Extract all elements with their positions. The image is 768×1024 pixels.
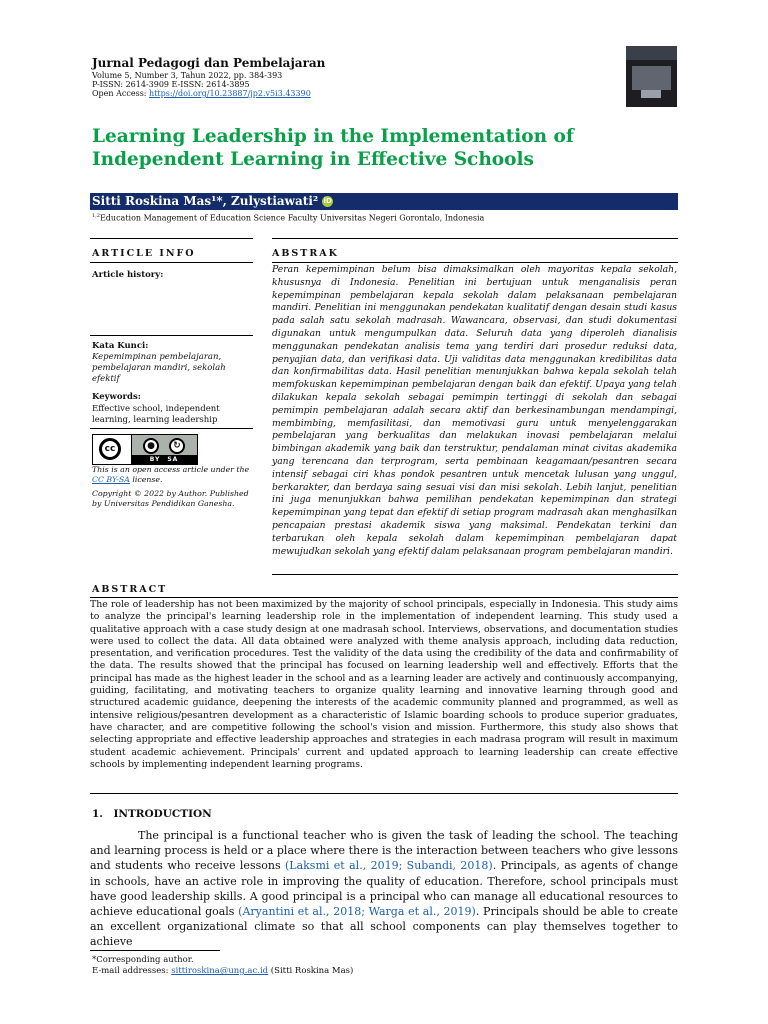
divider [90, 238, 253, 239]
keywords-label: Keywords: [92, 392, 141, 402]
share-alike-icon: ↻ [169, 438, 185, 454]
citation-link[interactable]: (Laksmi et al., 2019; Subandi, 2018) [284, 859, 493, 873]
license-link[interactable]: CC BY-SA [92, 475, 130, 484]
divider [90, 597, 678, 598]
abstrak-text: Peran kepemimpinan belum bisa dimaksimalkan oleh mayoritas kepala sekolah, khususnya di Indonesia. Penelitian ini bertujuan untuk menganalisis peran kepemimpinan pembelajaran kepala sekolah dalam pelaksanaan pembelajaran mandiri. Penelitian ini menggunakan pendekatan kualitatif dengan desain studi kasus pada salah satu sekolah madrasah. Wawancara, observasi, dan studi dokumentasi digunakan untuk mengumpulkan data. Seluruh data yang diperoleh dianalisis menggunakan pendekatan analisis tema yang terdiri dari prosedur reduksi data, penyajian data, dan verifikasi data. Uji validitas data menggunakan kredibilitas data dan konfirmabilitas data. Hasil penelitian menunjukkan bahwa kepala sekolah telah memfokuskan kepemimpinan pembelajaran dengan baik dan efektif. Upaya yang telah dilakukan kepala sekolah sebagai pemimpin tertinggi di sekolah dan sebagai pemimpin pembelajaran adalah secara aktif dan berkesinambungan mendampingi, membimbing, memfasilitasi, dan memotivasi guru untuk menyelenggarakan pembelajaran yang berkualitas dan melakukan inovasi pembelajaran melalui bimbingan akademik yang baik dan terstruktur, pendalaman minat civitas akademika yang terencana dan terprogram, serta pembinaan keagamaan/pesantren secara intensif sebagai ciri khas pondok pesantren untuk mencetak lulusan yang unggul, berkarakter, dan berdaya saing sesuai visi dan misi sekolah. Lebih lanjut, penelitian ini juga menunjukkan bahwa pemilihan pendekatan kepemimpinan dan strategi kepemimpinan yang tepat dan efektif di setiap program madrasah akan menghasilkan pencapaian prestasi akademik siswa yang maksimal. Pendekatan terkini dan terbarukan oleh kepala sekolah dalam kepemimpinan pembelajaran dapat mewujudkan sekolah yang efektif dalam pelaksanaan program pembelajaran mandiri. [272, 264, 677, 557]
corresponding-author-note: *Corresponding author. [92, 955, 194, 965]
journal-cover-image [626, 46, 677, 107]
kata-kunci-text: Kepemimpinan pembelajaran, pembelajaran mandiri, sekolah efektif [92, 352, 226, 384]
intro-text-1: The principal is a functional teacher who is given the task of leading the school. The teaching and learning process is held or a place where there is the interaction between teachers who give lessons and students who receive lessons [90, 829, 678, 873]
license-text [92, 465, 254, 485]
introduction-paragraph [90, 828, 678, 950]
copyright-text: Copyright © 2022 by Author. Published by Universitas Pendidikan Ganesha. [92, 489, 249, 508]
intro-text-3: . Principals should be able to create an excellent organizational climate so that all school components can play themselves together to achieve [90, 905, 678, 949]
abstract-heading: ABSTRACT [92, 584, 168, 595]
intro-text-2: . Principals, as agents of change in schools, have an active role in improving the quality of education. Therefore, school principals must have good leadership skills. A good principal is a principal who can manage all educational resources to achieve educational goals [90, 859, 678, 919]
divider [272, 238, 678, 239]
license-pre: This is an open access article under the [92, 465, 250, 474]
divider [272, 574, 678, 575]
cc-icon: cc [99, 438, 121, 460]
volume-line: Volume 5, Number 3, Tahun 2022, pp. 384-393 [92, 71, 283, 80]
cc-strip [131, 455, 197, 464]
journal-name: Jurnal Pedagogi dan Pembelajaran [92, 56, 326, 70]
introduction-heading: 1. INTRODUCTION [92, 808, 212, 820]
author-names: Sitti Roskina Mas¹*, Zulystiawati² [92, 194, 319, 208]
abstract-text: The role of leadership has not been maximized by the majority of school principals, especially in Indonesia. This study aims to analyze the principal's learning leadership role in the implementation of independent learning. This study used a qualitative approach with a case study design at one madrasah school. Interviews, observations, and documentation studies were used to collect the data. All data obtained were analyzed with theme analysis approach, including data reduction, presentation, and verification procedures. Test the validity of the data using the credibility of the data and confirmability of the data. The results showed that the principal has focused on learning leadership well and effectively. Efforts that the principal has made as the highest leader in the school and as a learning leader are actively and continuously accompanying, guiding, facilitating, and motivating teachers to organize quality learning and innovative learning through good and structured academic guidance, deepening the interests of the academic community planned and programmed, as well as intensive religious/pesantren development as a characteristic of Islamic boarding schools to produce superior graduates, have character, and are competitive following the school's vision and mission. Furthermore, this study also shows that selecting appropriate and effective leadership approaches and strategies in each madrasa program will result in maximum student academic achievement. Principals' current and updated approach to learning leadership can create effective schools by implementing independent learning programs. [90, 599, 679, 770]
person-icon: ● [143, 438, 159, 454]
abstrak-heading: ABSTRAK [272, 248, 339, 259]
divider [90, 793, 678, 794]
article-info-heading: ARTICLE INFO [92, 248, 196, 259]
article-title: Learning Leadership in the Implementation of Independent Learning in Effective Schools [92, 126, 574, 170]
divider [90, 262, 253, 263]
orcid-icon[interactable]: iD [323, 197, 332, 205]
email-label: E-mail addresses: [92, 966, 172, 976]
open-access-label: Open Access: [92, 89, 147, 98]
email-line [92, 966, 353, 977]
doi-link[interactable]: https://doi.org/10.23887/jp2.v5i3.43390 [149, 89, 311, 98]
by-label: BY [149, 456, 161, 463]
affiliation [92, 213, 484, 223]
affiliation-text: Education Management of Education Science Faculty Universitas Negeri Gorontalo, Indonesia [99, 213, 485, 223]
email-link[interactable]: sittiroskina@ung.ac.id [171, 966, 269, 976]
license-post: license. [129, 475, 163, 484]
divider [90, 335, 253, 336]
issn-line: P-ISSN: 2614-3909 E-ISSN: 2614-3895 [92, 80, 250, 89]
divider [272, 262, 678, 263]
kata-kunci-label: Kata Kunci: [92, 341, 149, 351]
affiliation-sup: 1,2 [92, 213, 100, 219]
footnote-divider [90, 950, 220, 951]
history-label: Article history: [92, 270, 164, 280]
open-access-line [92, 89, 311, 98]
footnote [92, 955, 353, 977]
divider [90, 428, 253, 429]
email-owner: (Sitti Roskina Mas) [268, 966, 354, 976]
sa-label: SA [167, 456, 179, 463]
citation-link[interactable]: (Aryantini et al., 2018; Warga et al., 2019) [238, 905, 476, 919]
keywords-text: Effective school, independent learning, learning leadership [92, 404, 220, 425]
cc-by-sa-badge[interactable] [92, 434, 198, 465]
author-bar [90, 193, 678, 210]
